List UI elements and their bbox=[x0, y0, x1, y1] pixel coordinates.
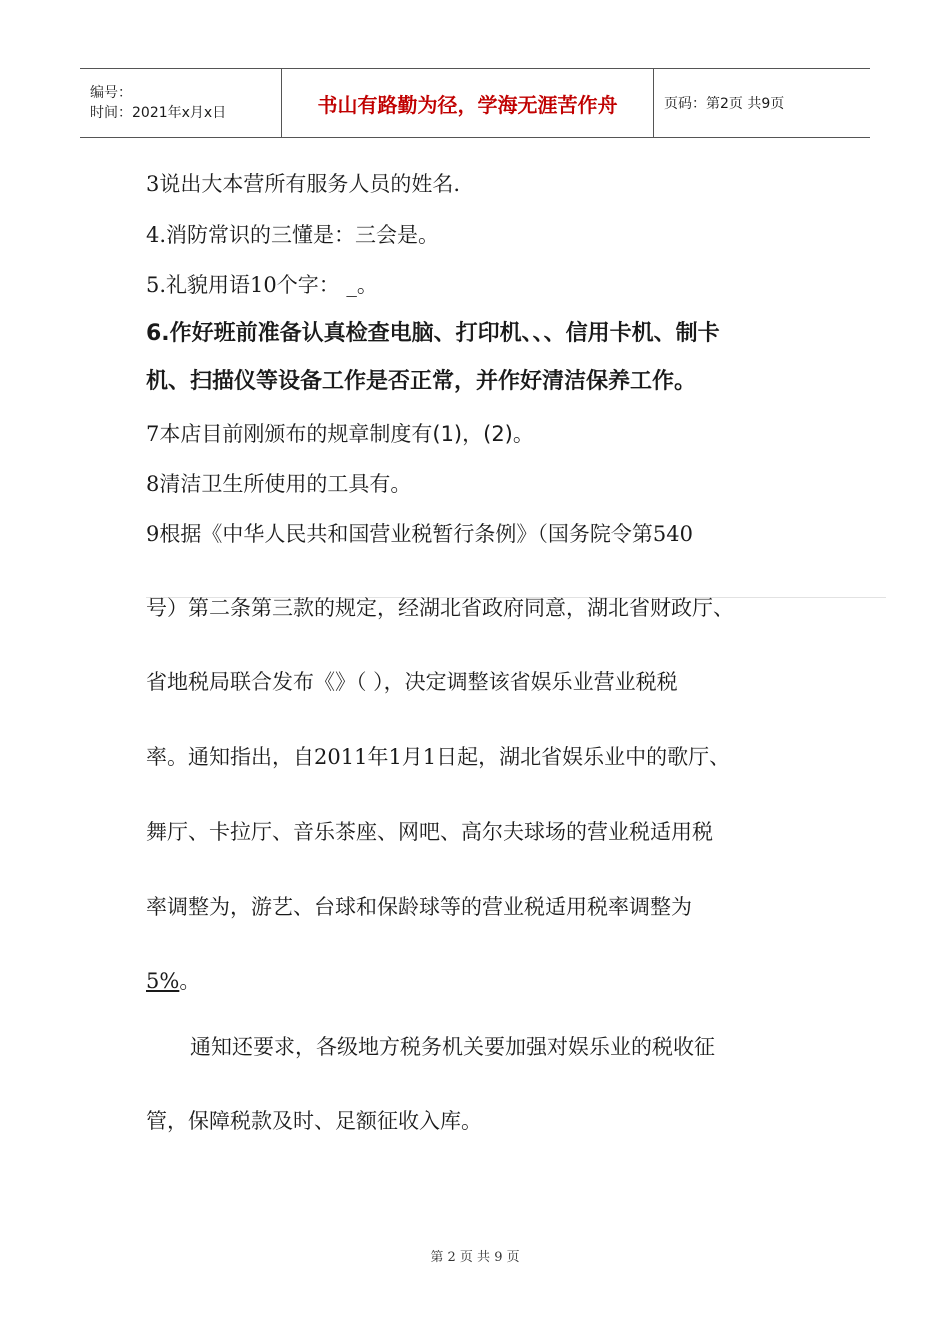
text-span: 。 bbox=[179, 969, 201, 993]
text-line bbox=[146, 967, 200, 995]
text-line: 3说出大本营所有服务人员的姓名. bbox=[146, 172, 461, 196]
page-label: 页码：第2页 共9页 bbox=[664, 96, 785, 112]
text-line: 舞厅、卡拉厅、音乐茶座、网吧、高尔夫球场的营业税适用税 bbox=[146, 820, 713, 844]
text-line: 通知还要求，各级地方税务机关要加强对娱乐业的税收征 bbox=[190, 1035, 715, 1059]
text-line bbox=[146, 420, 534, 448]
text-span: (1)，(2)。 bbox=[432, 422, 534, 446]
header-meta bbox=[80, 69, 282, 137]
time-label: 时间：2021年x月x日 bbox=[90, 105, 227, 121]
header-motto bbox=[282, 69, 654, 137]
motto-text: 书山有路勤为径，学海无涯苦作舟 bbox=[317, 92, 618, 117]
text-line: 9根据《中华人民共和国营业税暂行条例》（国务院令第540 bbox=[146, 522, 693, 546]
text-line: 号）第二条第三款的规定，经湖北省政府同意，湖北省财政厅、 bbox=[146, 596, 734, 620]
text-line-bold: 6.作好班前准备认真检查电脑、打印机、、、信用卡机、制卡 bbox=[146, 321, 720, 346]
text-span: 7本店目前刚颁布的规章制度有 bbox=[146, 422, 433, 446]
text-line: 率调整为，游艺、台球和保龄球等的营业税适用税率调整为 bbox=[146, 895, 692, 919]
text-line: 8清洁卫生所使用的工具有。 bbox=[146, 472, 412, 496]
underlined-value: 5% bbox=[146, 969, 180, 993]
text-line: 5.礼貌用语10个字： _。 bbox=[146, 273, 378, 297]
text-line-bold: 机、扫描仪等设备工作是否正常，并作好清洁保养工作。 bbox=[146, 369, 697, 394]
text-line: 管，保障税款及时、足额征收入库。 bbox=[146, 1109, 482, 1133]
text-line: 4.消防常识的三懂是：三会是。 bbox=[146, 223, 440, 247]
number-label: 编号： bbox=[90, 85, 132, 101]
page-header bbox=[80, 68, 870, 138]
text-line: 率。通知指出，自2011年1月1日起，湖北省娱乐业中的歌厅、 bbox=[146, 745, 731, 769]
text-line: 省地税局联合发布《》（ ），决定调整该省娱乐业营业税税 bbox=[146, 670, 678, 694]
page-footer: 第 2 页 共 9 页 bbox=[430, 1250, 520, 1265]
header-page bbox=[654, 69, 870, 137]
